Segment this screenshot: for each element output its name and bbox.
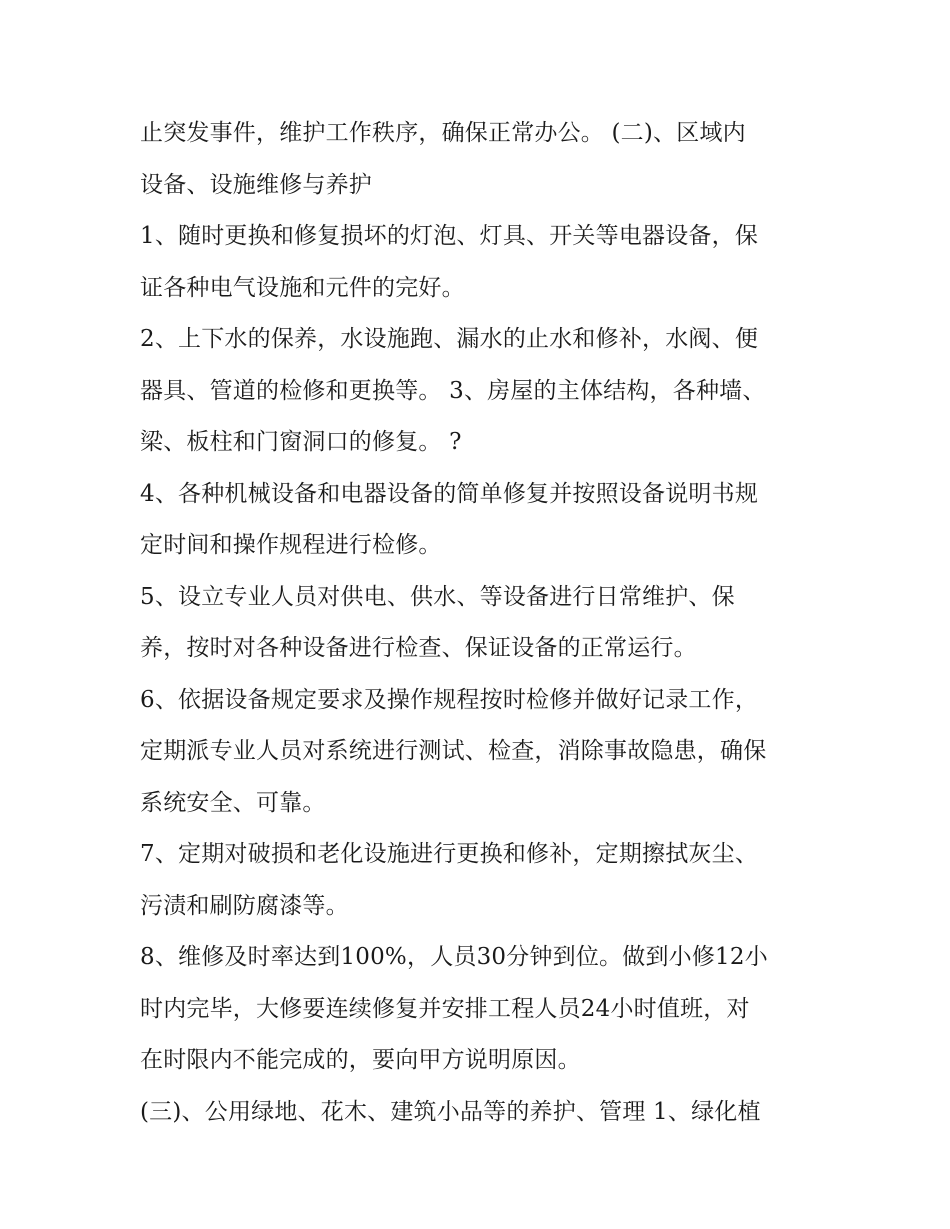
text-line: 系统安全、可靠。 [140,789,326,816]
text-line: 设备、设施维修与养护 [140,171,372,198]
text-line: 定时间和操作规程进行检修。 [140,532,442,558]
document-body [140,108,820,1138]
text-line: 梁、板柱和门窗洞口的修复。 ? [140,429,462,455]
text-line: 5、设立专业人员对供电、供水、等设备进行日常维护、保 [140,583,735,610]
text-line: 7、定期对破损和老化设施进行更换和修补，定期擦拭灰尘、 [140,841,759,867]
text-line: 在时限内不能完成的，要向甲方说明原因。 [140,1047,581,1073]
text-line: 定期派专业人员对系统进行测试、检查，消除事故隐患，确保 [140,738,767,764]
text-line: 4、各种机械设备和电器设备的简单修复并按照设备说明书规 [140,480,759,507]
text-line: 止突发事件，维护工作秩序，确保正常办公。 (二)、区域内 [140,120,746,146]
text-line: 1、随时更换和修复损坏的灯泡、灯具、开关等电器设备，保 [140,223,759,249]
text-line: 污渍和刷防腐漆等。 [140,892,349,919]
text-line: 8、维修及时率达到100%，人员30分钟到位。做到小修12小 [140,944,768,970]
text-line: 时内完毕，大修要连续修复并安排工程人员24小时值班，对 [140,995,750,1022]
text-line: 2、上下水的保养，水设施跑、漏水的止水和修补，水阀、便 [140,326,759,352]
text-line: 养，按时对各种设备进行检查、保证设备的正常运行。 [140,635,697,661]
text-line: 6、依据设备规定要求及操作规程按时检修并做好记录工作， [140,686,759,713]
text-line: 器具、管道的检修和更换等。 3、房屋的主体结构，各种墙、 [140,377,766,404]
text-line: (三)、公用绿地、花木、建筑小品等的养护、管理 1、绿化植 [140,1098,761,1125]
text-line: 证各种电气设施和元件的完好。 [140,274,465,301]
